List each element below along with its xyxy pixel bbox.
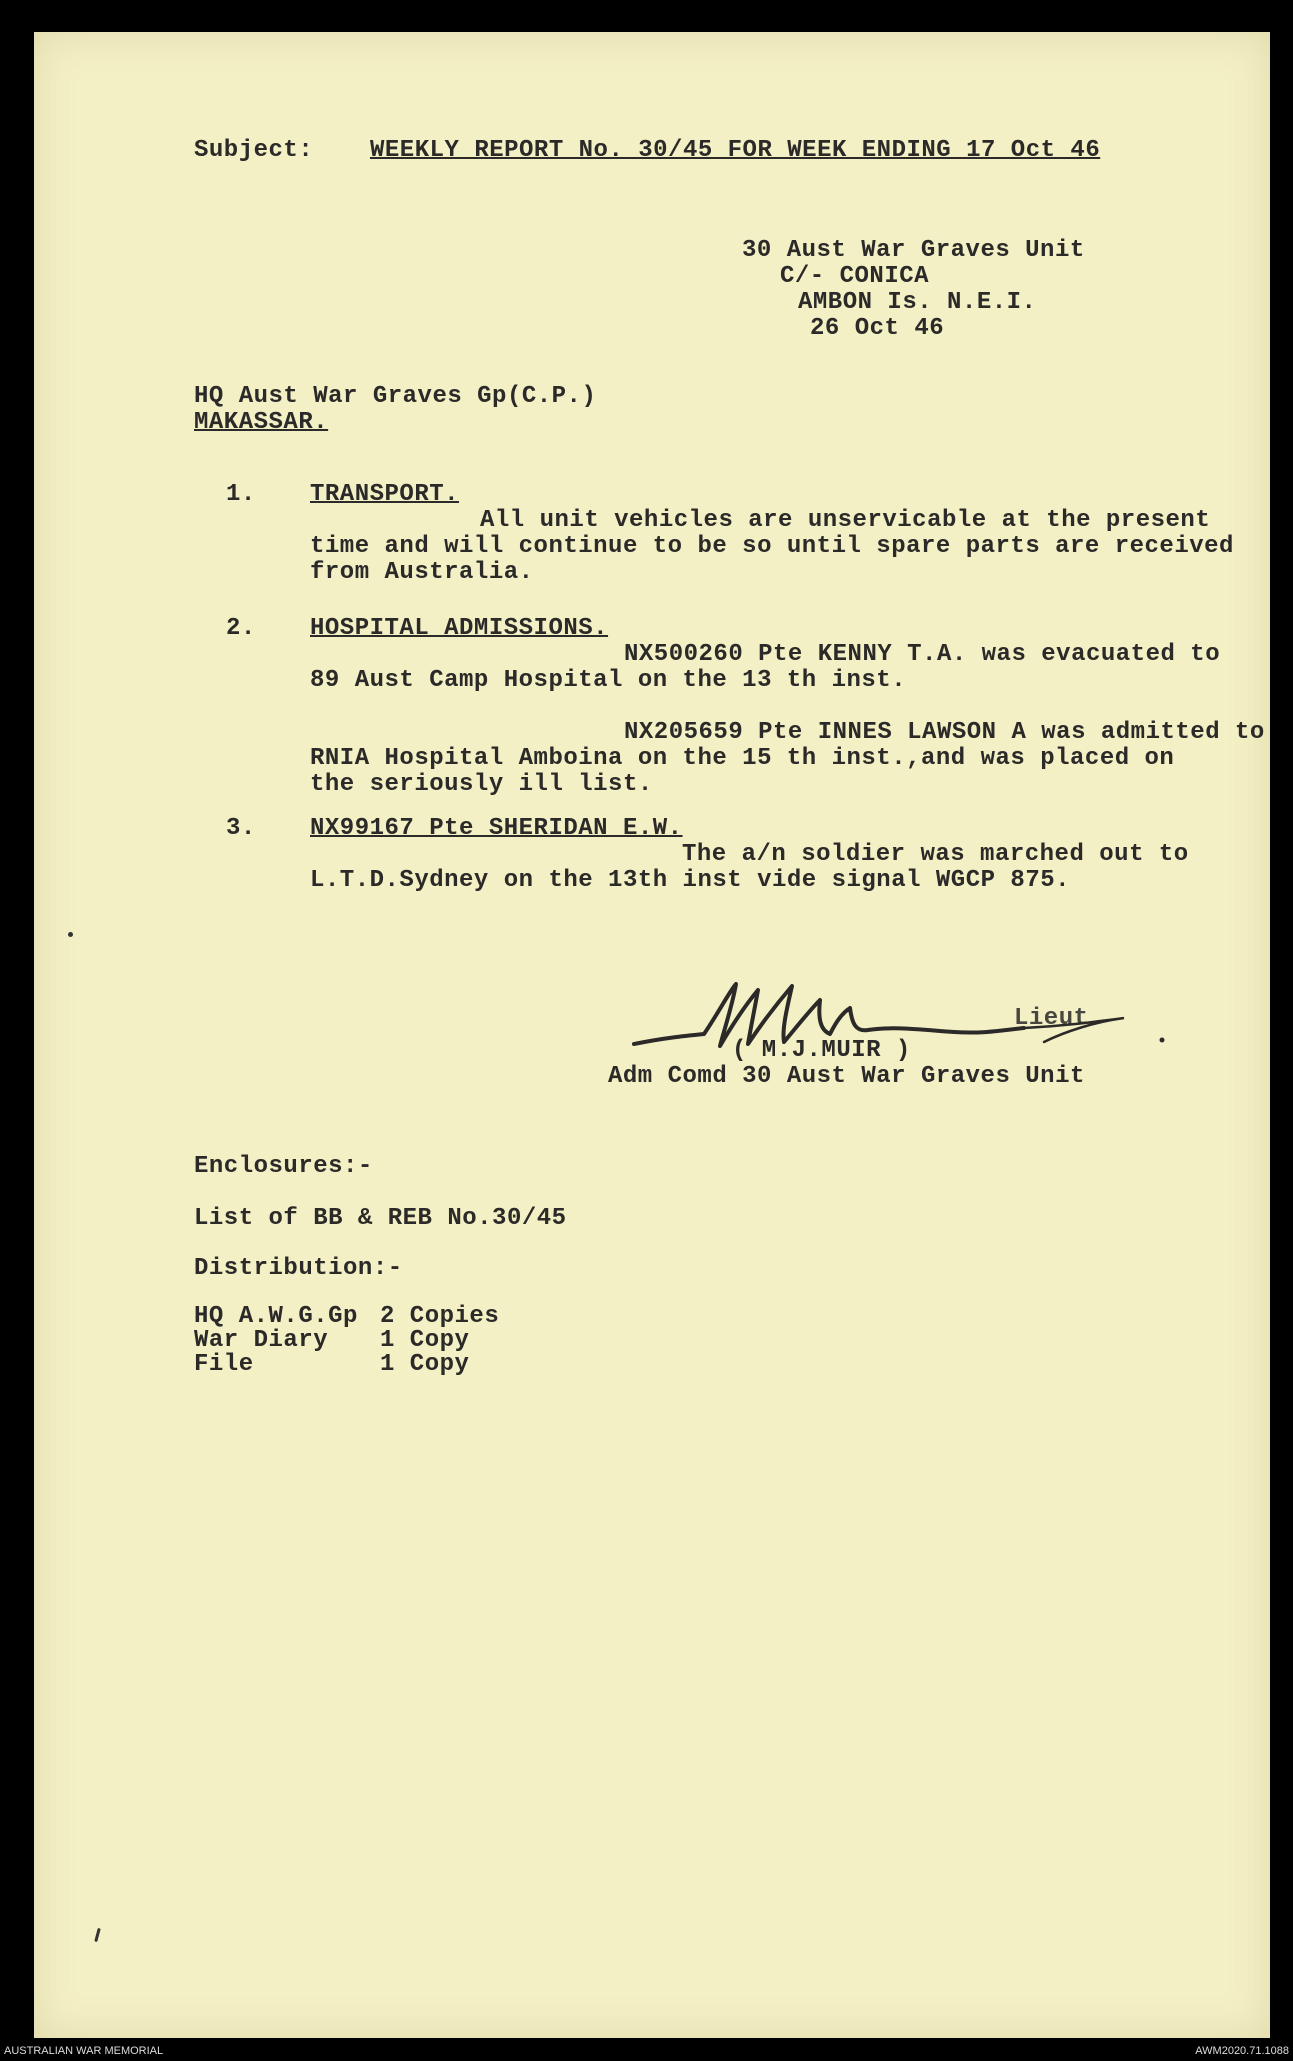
item-2-heading: HOSPITAL ADMISSIONS.	[310, 615, 609, 642]
item-2-line: NX500260 Pte KENNY T.A. was evacuated to	[624, 641, 1221, 668]
distribution-label: Distribution:-	[194, 1255, 403, 1282]
footer-accession-number: AWM2020.71.1088	[1195, 2045, 1289, 2057]
footer-credit: AUSTRALIAN WAR MEMORIAL	[4, 2045, 164, 2057]
distribution-copies: 1 Copy	[380, 1351, 470, 1378]
distribution-copies: 2 Copies	[380, 1303, 500, 1330]
item-1-line: from Australia.	[310, 559, 534, 586]
sender-location: AMBON Is. N.E.I.	[798, 289, 1037, 316]
distribution-recipient: War Diary	[194, 1327, 329, 1354]
item-1-number: 1.	[226, 481, 256, 508]
distribution-recipient: File	[194, 1351, 254, 1378]
item-1-line: time and will continue to be so until spare parts are received	[310, 533, 1234, 560]
item-3-line: L.T.D.Sydney on the 13th inst vide signal WGCP 875.	[310, 867, 1071, 894]
item-3-line: The a/n soldier was marched out to	[682, 841, 1189, 868]
enclosures-label: Enclosures:-	[194, 1153, 373, 1180]
item-2-line: 89 Aust Camp Hospital on the 13 th inst.	[310, 667, 907, 694]
item-2-number: 2.	[226, 615, 256, 642]
distribution-copies: 1 Copy	[380, 1327, 470, 1354]
paper-speck	[94, 1928, 101, 1942]
sender-date: 26 Oct 46	[810, 315, 945, 342]
signatory-rank: Lieut	[1014, 1005, 1089, 1032]
item-2-line: NX205659 Pte INNES LAWSON A was admitted to	[624, 719, 1265, 746]
sender-unit: 30 Aust War Graves Unit	[742, 237, 1085, 264]
addressee-hq: HQ Aust War Graves Gp(C.P.)	[194, 383, 597, 410]
subject-label: Subject:	[194, 137, 314, 164]
item-2-line: the seriously ill list.	[310, 771, 653, 798]
subject-text: WEEKLY REPORT No. 30/45 FOR WEEK ENDING 17 Oct 46	[370, 137, 1101, 164]
signatory-name: ( M.J.MUIR )	[732, 1037, 911, 1064]
addressee-location: MAKASSAR.	[194, 409, 329, 436]
signatory-title: Adm Comd 30 Aust War Graves Unit	[608, 1063, 1085, 1090]
item-1-heading: TRANSPORT.	[310, 481, 460, 508]
item-1-line: All unit vehicles are unservicable at the present	[480, 507, 1211, 534]
sender-care-of: C/- CONICA	[780, 263, 930, 290]
paper-speck	[68, 932, 73, 937]
item-2-line: RNIA Hospital Amboina on the 15 th inst.,and was placed on	[310, 745, 1175, 772]
item-3-number: 3.	[226, 815, 256, 842]
distribution-recipient: HQ A.W.G.Gp	[194, 1303, 358, 1330]
document-page	[34, 32, 1270, 2038]
item-3-heading: NX99167 Pte SHERIDAN E.W.	[310, 815, 683, 842]
enclosure-item: List of BB & REB No.30/45	[194, 1205, 567, 1232]
